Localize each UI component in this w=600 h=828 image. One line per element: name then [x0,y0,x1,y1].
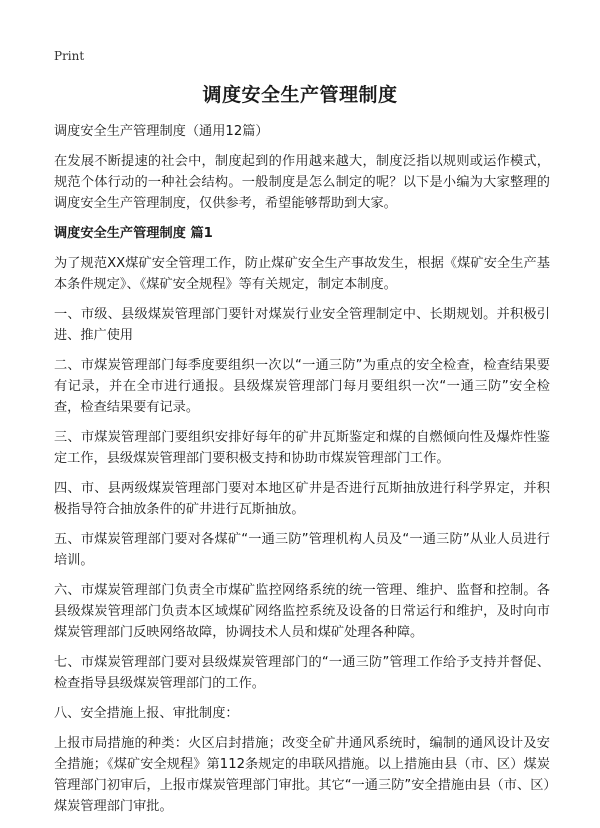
paragraph-item-5: 五、市煤炭管理部门要对各煤矿“一通三防”管理机构人员及“一通三防”从业人员进行培训。 [54,532,550,568]
paragraph-preamble: 为了规范XX煤矿安全管理工作，防止煤矿安全生产事故发生，根据《煤矿安全生产基本条件规定》、《煤矿安全规程》等有关规定，制定本制度。 [54,256,550,292]
intro-paragraph: 在发展不断提速的社会中，制度起到的作用越来越大，制度泛指以规则或运作模式，规范个体行动的一种社会结构。一般制度是怎么制定的呢？以下是小编为大家整理的调度安全生产管理制度，仅供参考，希望能够帮助到大家。 [54,154,550,211]
paragraph-item-3: 三、市煤炭管理部门要组织安排好每年的矿井瓦斯鉴定和煤的自燃倾向性及爆炸性鉴定工作，县级煤炭管理部门要积极支持和协助市煤炭管理部门工作。 [54,430,550,466]
paragraph-item-6: 六、市煤炭管理部门负责全市煤矿监控网络系统的统一管理、维护、监督和控制。各县级煤炭管理部门负责本区域煤矿网络监控系统及设备的日常运行和维护，及时向市煤炭管理部门反映网络故障，协调技术人员和煤矿处理各种障。 [54,583,550,640]
section-heading: 调度安全生产管理制度 篇1 [54,226,213,241]
print-link[interactable]: Print [54,49,85,63]
document-title: 调度安全生产管理制度 [202,84,398,106]
document-subtitle: 调度安全生产管理制度（通用12篇） [54,124,269,139]
document-body [54,121,550,826]
paragraph-item-2: 二、市煤炭管理部门每季度要组织一次以“一通三防”为重点的安全检查，检查结果要有记录，并在全市进行通报。县级煤炭管理部门每月要组织一次“一通三防”安全检查，检查结果要有记录。 [54,358,550,415]
paragraph-item-8-detail: 上报市局措施的种类：火区启封措施；改变全矿井通风系统时，编制的通风设计及安全措施；《煤矿安全规程》第112条规定的串联风措施。以上措施由县（市、区）煤炭管理部门初审后，上报市煤炭管理部门审批。其它“一通三防”安全措施由县（市、区）煤炭管理部门审批。 [54,736,550,814]
paragraph-item-8: 八、安全措施上报、审批制度： [54,706,239,721]
paragraph-item-4: 四、市、县两级煤炭管理部门要对本地区矿井是否进行瓦斯抽放进行科学界定，并积极指导符合抽放条件的矿井进行瓦斯抽放。 [54,481,550,517]
paragraph-item-7: 七、市煤炭管理部门要对县级煤炭管理部门的“一通三防”管理工作给予支持并督促、检查指导县级煤炭管理部门的工作。 [54,655,550,691]
paragraph-item-1: 一、市级、县级煤炭管理部门要针对煤炭行业安全管理制定中、长期规划。并积极引进、推广使用 [54,307,550,343]
